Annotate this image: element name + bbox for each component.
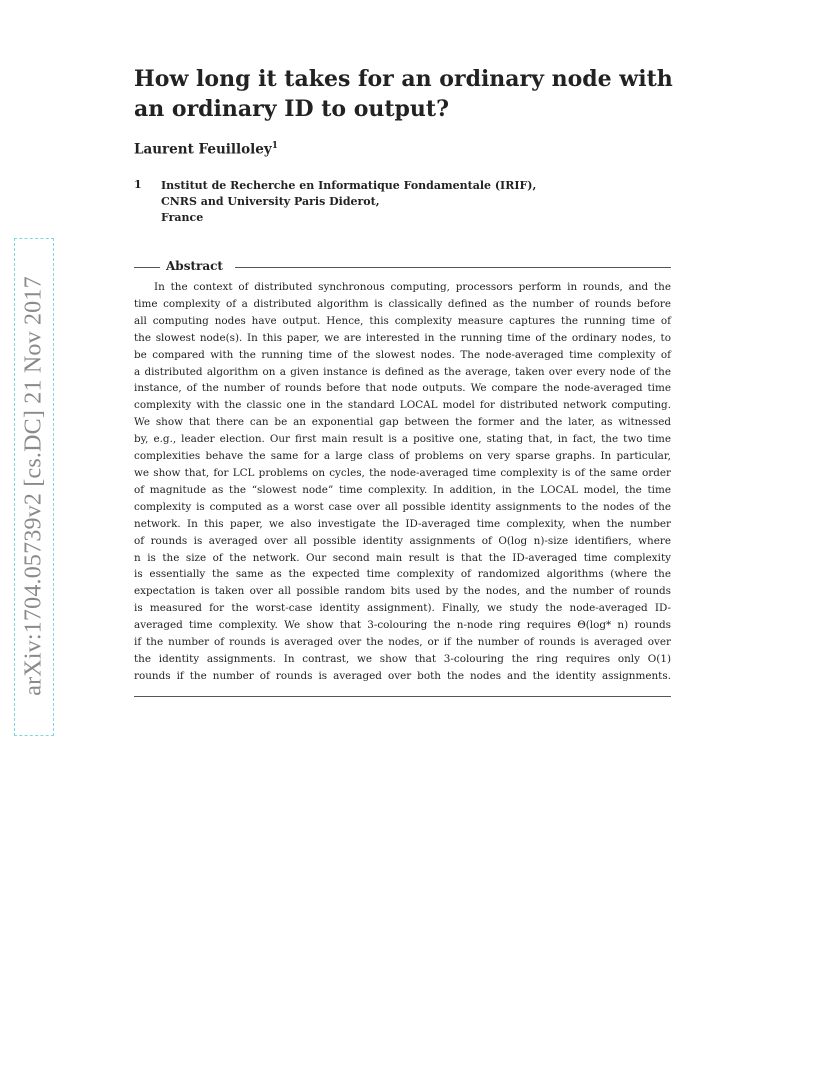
author [134,141,278,158]
abstract-line: the slowest node(s). In this paper, we are interested in the running time of the ordinary nodes, to [134,331,671,344]
abstract-heading: Abstract [166,259,223,273]
title-line-1: How long it takes for an ordinary node with [134,66,673,92]
affiliation-line: CNRS and University Paris Diderot, [161,195,380,208]
abstract-line: we show that, for LCL problems on cycles, the node-averaged time complexity is of the same order [134,466,671,479]
abstract-line: all computing nodes have output. Hence, this complexity measure captures the running time of [134,314,671,327]
affiliation-number: 1 [134,178,142,191]
abstract-line: complexity is computed as a worst case over all possible identity assignments to the nodes of the [134,500,671,513]
affiliation [161,178,641,226]
abstract-line: We show that there can be an exponential gap between the former and the later, as witnessed [134,416,671,429]
arxiv-identifier[interactable]: arXiv:1704.05739v2 [cs.DC] 21 Nov 2017 [20,276,47,696]
abstract-line: complexity with the classic one in the standard LOCAL model for distributed network computing. [134,399,671,412]
abstract-line: complexities behave the same for a large class of problems on very sparse graphs. In particular, [134,450,671,463]
abstract-rule-left [134,267,160,268]
abstract-line: is measured for the worst-case identity assignment). Finally, we study the node-averaged ID- [134,602,671,615]
abstract-line: of rounds is averaged over all possible identity assignments of O(log n)-size identifiers, where [134,534,671,547]
abstract-line: n is the size of the network. Our second main result is that the ID-averaged time complexity [134,551,671,564]
abstract-line: expectation is taken over all possible random bits used by the nodes, and the number of rounds [134,585,671,598]
abstract-line: the identity assignments. In contrast, we show that 3-colouring the ring requires only O(1) [134,652,671,665]
abstract-line: be compared with the running time of the slowest nodes. The node-averaged time complexity of [134,348,671,361]
affiliation-line: Institut de Recherche en Informatique Fondamentale (IRIF), [161,179,537,192]
affiliation-line: France [161,211,204,224]
abstract-line: averaged time complexity. We show that 3-colouring the n-node ring requires Θ(log* n) rounds [134,619,671,632]
abstract-body [134,279,671,685]
abstract-line: time complexity of a distributed algorithm is classically defined as the number of rounds before [134,297,671,310]
abstract-line: a distributed algorithm on a given instance is defined as the average, taken over every node of the [134,365,671,378]
abstract-line: rounds if the number of rounds is averaged over both the nodes and the identity assignments. [134,669,671,682]
abstract-line: In the context of distributed synchronous computing, processors perform in rounds, and the [154,281,671,293]
abstract-line: is essentially the same as the expected time complexity of randomized algorithms (where the [134,568,671,581]
abstract-line: network. In this paper, we also investigate the ID-averaged time complexity, when the number [134,517,671,530]
author-name: Laurent Feuilloley [134,141,272,158]
abstract-rule-bottom [134,696,671,697]
abstract-line: if the number of rounds is averaged over the nodes, or if the number of rounds is averaged over [134,636,671,649]
paper-title [134,64,694,124]
author-affiliation-mark: 1 [271,141,278,151]
abstract-line: instance, of the number of rounds before that node outputs. We compare the node-averaged time [134,382,671,395]
abstract-rule-right [235,267,671,268]
abstract-line: by, e.g., leader election. Our first main result is a positive one, stating that, in fact, the two time [134,433,671,446]
abstract-line: of magnitude as the “slowest node” time complexity. In addition, in the LOCAL model, the time [134,483,671,496]
title-line-2: an ordinary ID to output? [134,96,449,122]
